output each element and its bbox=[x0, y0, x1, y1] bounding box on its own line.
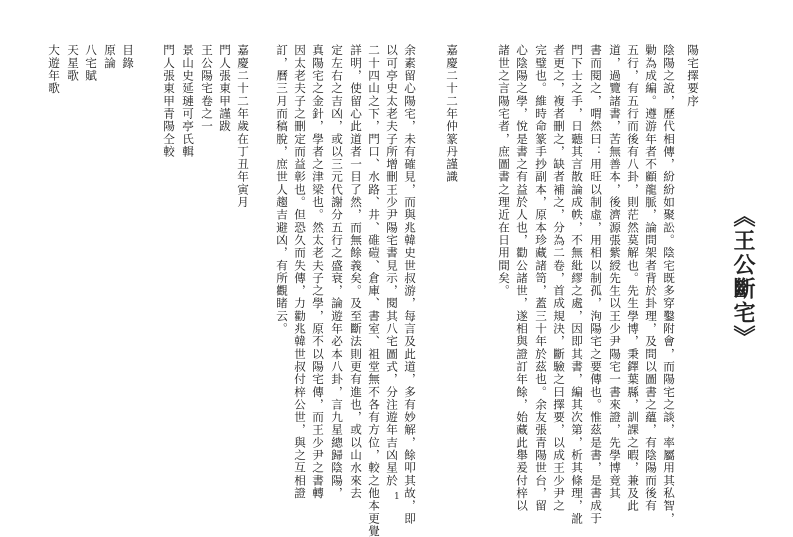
preface1-column: 五行，有五行而後有八卦，則茫然莫解也。先生學博，秉鐸葉縣，訓課之暇，兼及此 bbox=[626, 44, 640, 513]
preface1-column: 諸世之言陽宅者，庶圖書之理近在日用間矣。 bbox=[497, 44, 511, 297]
preface2-column: 真陽宅之金針，學者之津梁也。然太老夫子之學，原不以陽宅傳，而王少尹之書轉 bbox=[311, 44, 325, 500]
volume-title: 王公陽宅卷之一 bbox=[200, 44, 214, 133]
preface-title: 陽宅擇要序 bbox=[686, 44, 700, 108]
page-number: 1 bbox=[394, 492, 400, 502]
toc-item: 八宅賦 bbox=[84, 44, 98, 82]
preface2-column: 訂，曆三月而稿脫，庶世人趨吉避凶，有所觀睹云。 bbox=[275, 44, 289, 335]
preface2-column: 以可亭史太老夫子所增刪王少尹陽宅書見示，閱其八宅圖式，分注遊年吉凶星於 bbox=[385, 44, 399, 487]
preface1-column: 完璧也。維時命篆手抄副本，原本珍藏諸笥，蓋三十年於茲也。余友張青陽世台，留 bbox=[534, 44, 548, 513]
book-title: 《王公斷宅》 bbox=[730, 205, 756, 349]
toc-item: 天星歌 bbox=[66, 44, 80, 82]
preface2-signature-date: 嘉慶二十二年歲在丁丑年寅月 bbox=[236, 44, 250, 209]
preface2-column: 二十四山之下，門口、水路、井、碓磑、倉庫、書室、祖堂無不各有方位，較之他本更覺 bbox=[367, 44, 381, 537]
preface2-column: 詳明，使留心此道者一目了然，而無餘義矣。及至斷法則更有進也，或以山水來去 bbox=[349, 44, 363, 500]
volume-proofreader: 門人張東甲青陽仝較 bbox=[162, 44, 176, 158]
toc-heading: 目錄 bbox=[121, 44, 135, 70]
preface1-column: 門下士之手，日聽其言散論成帙，不無紕繆之處，因即其書，編其次第，析其條理，訛 bbox=[570, 44, 584, 525]
preface1-column: 道，過覽諸書，苦無善本，後濟源張紫綬先生以王少尹陽宅一書來證，先學博竟其 bbox=[608, 44, 622, 500]
preface1-column: 者更之，複者刪之，缺者補之，分為二卷，首成規決，斷驗之曰擇要，以成王少尹之 bbox=[552, 44, 566, 513]
preface1-column: 陰陽之說，歷代相傳，紛紛如聚訟。陰宅既多穿鑿附會，而陽宅之談，率屬用其私智， bbox=[662, 44, 676, 525]
preface2-signature-name: 門人張東甲謹跋 bbox=[218, 44, 232, 133]
volume-editor: 景山史延璉可亭氏輯 bbox=[181, 44, 195, 158]
preface2-column: 定左右之吉凶，或以三元代謝分五行之盛衰，論遊年必本八卦，言九星總歸陰陽， bbox=[330, 44, 344, 500]
preface1-column: 心陰陽之學，悅是書之有益於人也，勸公諸世，遂相與證訂年餘，始藏此舉爰付梓以 bbox=[515, 44, 529, 513]
preface1-column: 勦為成編。遵游年者不顧龍脈，論問架者背於卦理，及問以圖書之蘊，有陰陽而後有 bbox=[644, 44, 658, 513]
preface2-column: 余素留心陽宅，未有確見，而與兆韓史世叔游，每言及此道，多有妙解，餘叩其故，即 bbox=[403, 44, 417, 525]
toc-item: 大遊年歌 bbox=[47, 44, 61, 95]
preface1-signature: 嘉慶二十二年仲篆丹謹識 bbox=[445, 44, 459, 184]
preface1-column: 書而閱之，喟然曰：用旺以制虛，用相以制孤，洵陽宅之要傳也。惟茲是書，是書成于 bbox=[589, 44, 603, 525]
preface2-column: 因太老夫子之刪定而益彰也。但恐久而失傳，力勸兆韓世叔付梓公世，與之互相證 bbox=[293, 44, 307, 500]
toc-item: 原論 bbox=[103, 44, 117, 70]
